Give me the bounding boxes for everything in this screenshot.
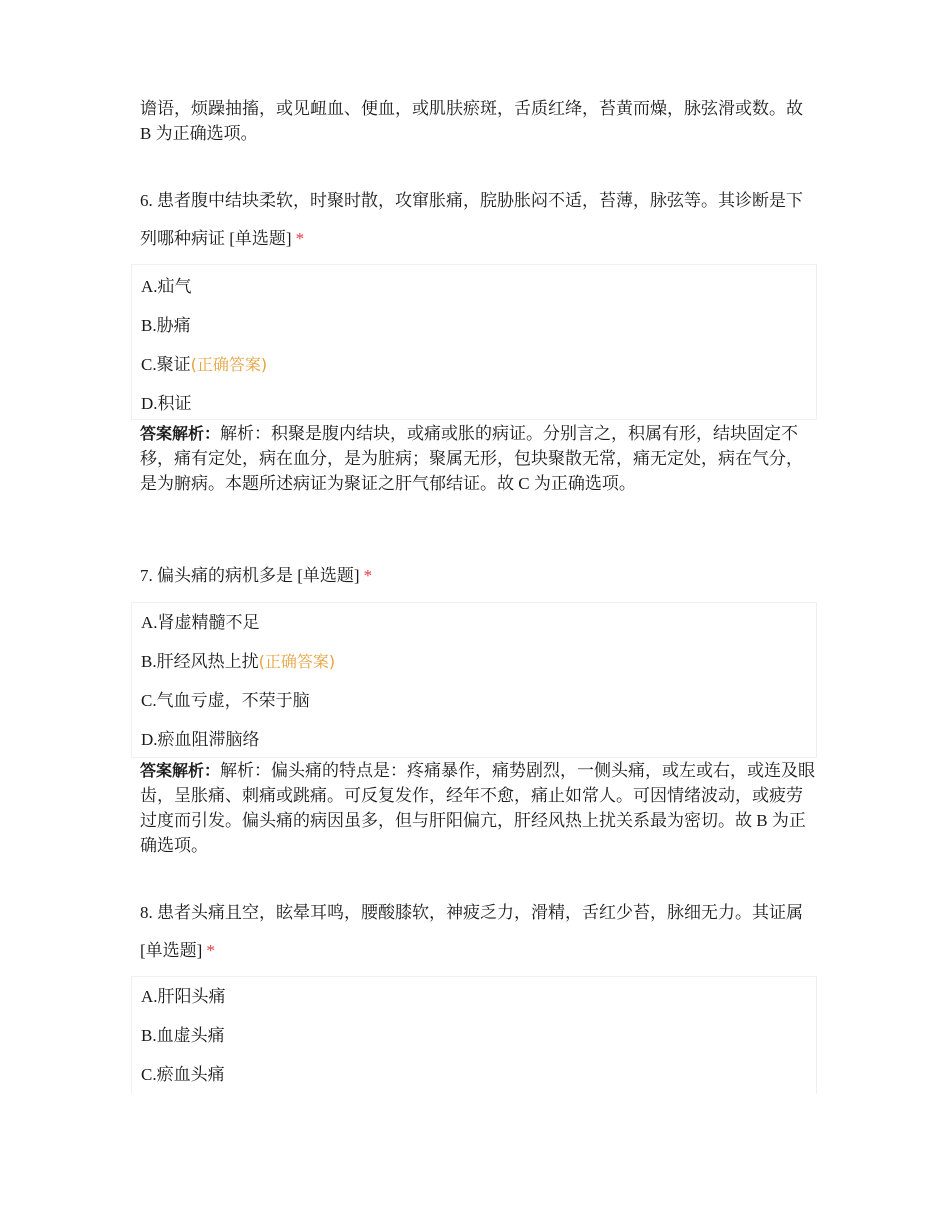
question-6 xyxy=(140,182,816,258)
question-8-option-c[interactable]: C.瘀血头痛 xyxy=(141,1065,225,1084)
analysis-label: 答案解析： xyxy=(140,761,221,780)
question-6-option-b[interactable]: B.胁痛 xyxy=(141,316,191,335)
question-8-text: 8. 患者头痛且空，眩晕耳鸣，腰酸膝软，神疲乏力，滑精，舌红少苔，脉细无力。其证属 [单选题] xyxy=(140,903,803,960)
question-6-option-c[interactable]: C.聚证(正确答案) xyxy=(141,355,268,374)
question-8-option-a[interactable]: A.肝阳头痛 xyxy=(141,987,226,1006)
question-8-option-b[interactable]: B.血虚头痛 xyxy=(141,1026,225,1045)
question-7-text: 7. 偏头痛的病机多是 [单选题] xyxy=(140,566,360,585)
question-7-option-c[interactable]: C.气血亏虚，不荣于脑 xyxy=(141,691,310,710)
correct-answer-tag: (正确答案) xyxy=(190,355,268,374)
question-6-option-a[interactable]: A.疝气 xyxy=(141,277,192,296)
question-6-options xyxy=(131,264,817,420)
question-6-analysis xyxy=(140,421,816,496)
question-6-option-d[interactable]: D.积证 xyxy=(141,394,192,413)
required-mark: * xyxy=(295,229,305,248)
question-7-option-d[interactable]: D.瘀血阻滞脑络 xyxy=(141,730,260,749)
question-6-text: 6. 患者腹中结块柔软，时聚时散，攻窜胀痛，脘胁胀闷不适，苔薄，脉弦等。其诊断是下列哪种病证 [单选题] xyxy=(140,191,803,248)
question-8-options xyxy=(131,976,817,1094)
question-7-analysis xyxy=(140,758,816,858)
question-7-option-b[interactable]: B.肝经风热上扰(正确答案) xyxy=(141,652,336,671)
question-7-option-a[interactable]: A.肾虚精髓不足 xyxy=(141,613,260,632)
required-mark: * xyxy=(206,941,215,960)
question-6-analysis-text: 解析：积聚是腹内结块，或痛或胀的病证。分别言之，积属有形，结块固定不移，痛有定处，病在血分，是为脏病；聚属无形，包块聚散无常，痛无定处，病在气分，是为腑病。本题所述病证为聚证之肝气郁结证。故 C 为正确选项。 xyxy=(140,424,803,493)
question-7-options xyxy=(131,602,817,758)
question-7-analysis-text: 解析：偏头痛的特点是：疼痛暴作，痛势剧烈，一侧头痛，或左或右，或连及眼齿，呈胀痛、刺痛或跳痛。可反复发作，经年不愈，痛止如常人。可因情绪波动，或疲劳过度而引发。偏头痛的病因虽多，但与肝阳偏亢，肝经风热上扰关系最为密切。故 B 为正确选项。 xyxy=(140,761,816,855)
question-7 xyxy=(140,557,816,595)
correct-answer-tag: (正确答案) xyxy=(258,652,336,671)
previous-analysis-continuation: 谵语，烦躁抽搐，或见衄血、便血，或肌肤瘀斑，舌质红绛，苔黄而燥，脉弦滑或数。故 B 为正确选项。 xyxy=(140,99,803,143)
analysis-label: 答案解析： xyxy=(140,424,221,443)
question-8 xyxy=(140,894,816,970)
required-mark: * xyxy=(363,566,373,585)
